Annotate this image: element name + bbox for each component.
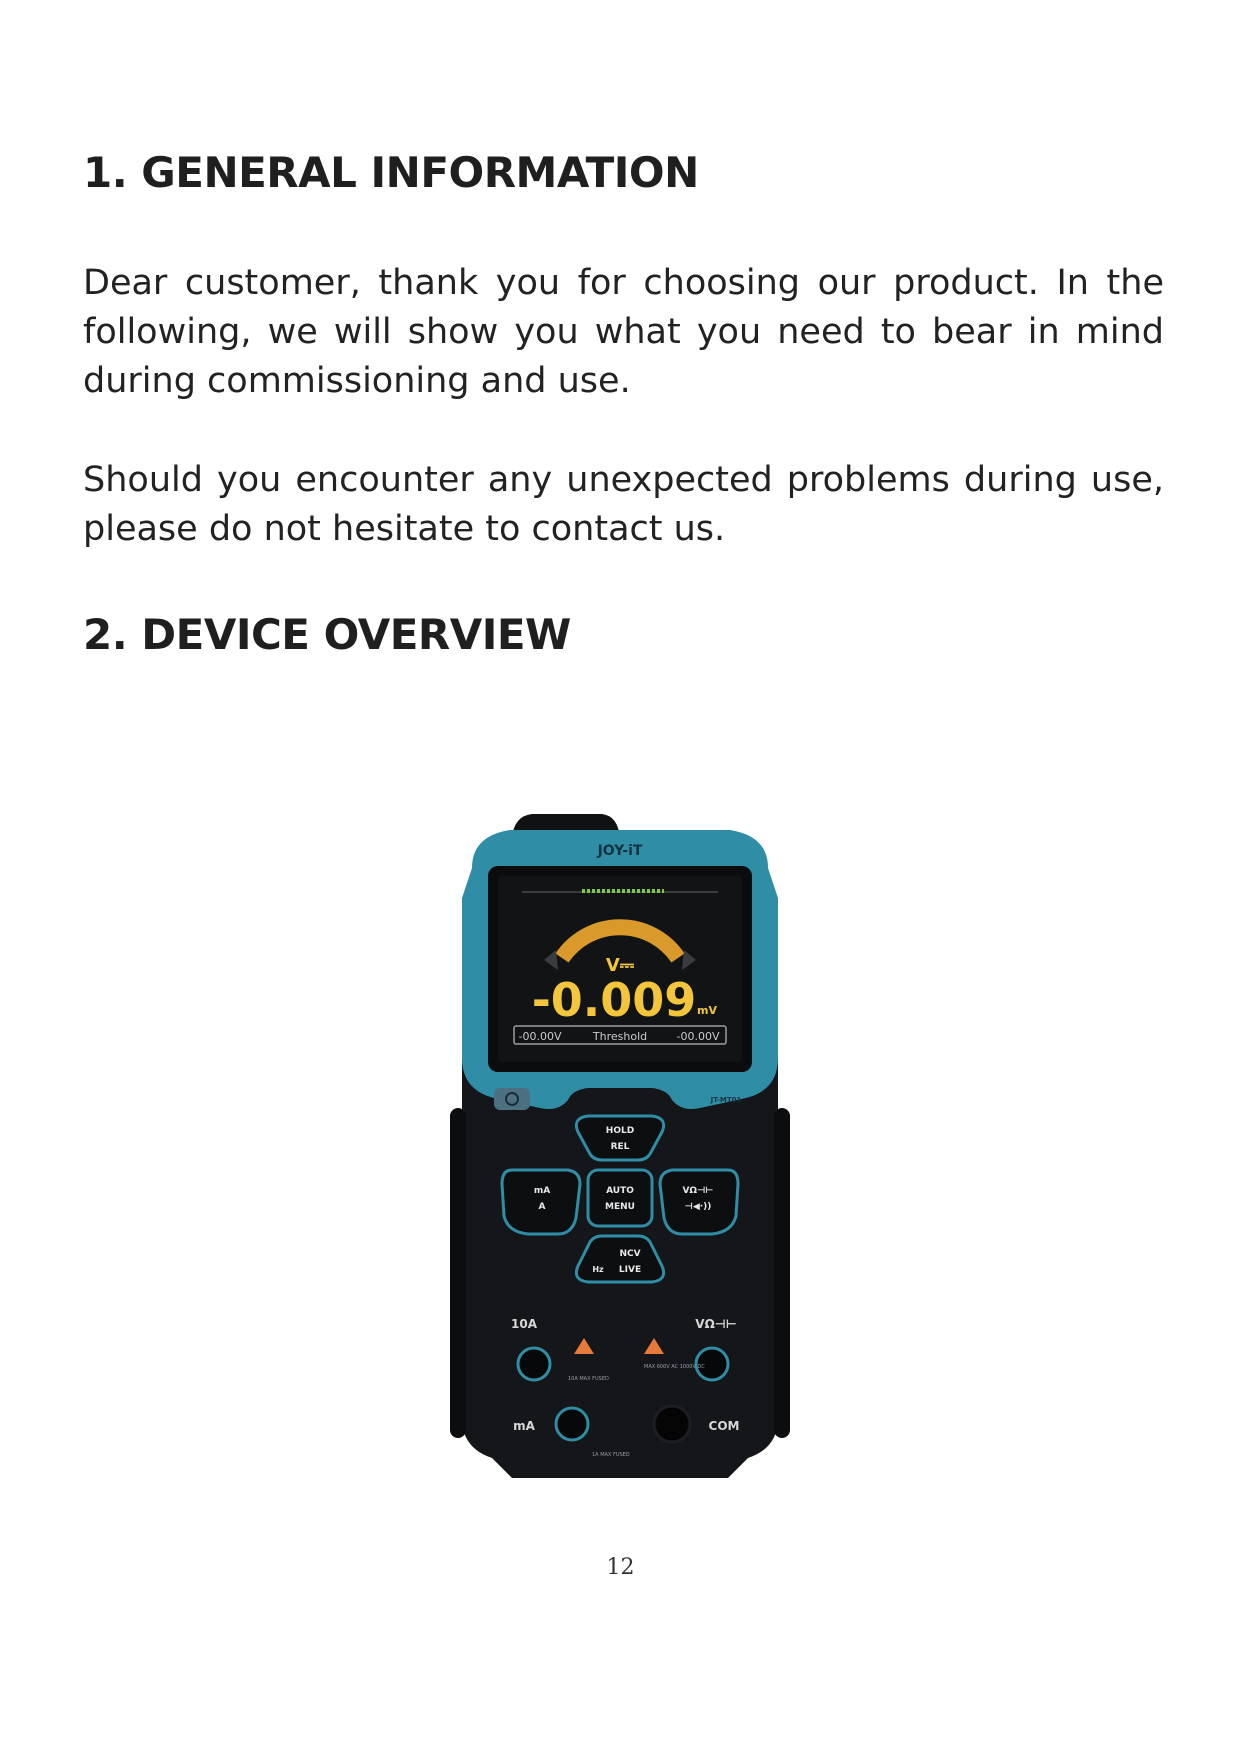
rel-label: REL [610, 1142, 630, 1152]
brand-logo: JOY-iT [597, 843, 643, 859]
jack-ma [556, 1408, 588, 1440]
hold-label: HOLD [605, 1126, 635, 1136]
ncv-live-button [576, 1236, 663, 1282]
ma-a-button [502, 1170, 580, 1234]
jack-com-label: COM [708, 1419, 740, 1433]
multimeter-illustration [432, 808, 808, 1508]
main-reading: -0.009 [531, 973, 697, 1027]
contact-paragraph: Should you encounter any unexpected problems during use, please do not hesitate to contact us. [83, 460, 1164, 549]
auto-label: AUTO [606, 1186, 634, 1196]
jack-10a-label: 10A [511, 1317, 537, 1331]
live-label: LIVE [618, 1265, 642, 1275]
model-label: JT-MT01 [710, 1096, 742, 1104]
a-label: A [538, 1202, 546, 1212]
fuse-bottom-label: 1A MAX FUSED [592, 1452, 630, 1458]
vohm-diode-button [660, 1170, 738, 1234]
page-number: 12 [606, 1555, 635, 1580]
hz-label: Hz [592, 1265, 604, 1274]
ncv-label: NCV [619, 1249, 641, 1259]
jack-10a [518, 1348, 550, 1380]
ma-label: mA [533, 1186, 551, 1196]
threshold-right-value: -00.00V [676, 1030, 720, 1043]
power-button [494, 1088, 530, 1110]
fuse-right-label: MAX 600V AC 1000V DC [644, 1364, 705, 1370]
diode-label: ⊣◀·)) [684, 1202, 712, 1212]
intro-paragraph: Dear customer, thank you for choosing our product. In the following, we will show you what you need to bear in mind during commissioning and use. [83, 263, 1164, 401]
section-heading-general-information: 1. GENERAL INFORMATION [83, 148, 699, 197]
jack-com [654, 1406, 690, 1442]
fuse-left-label: 10A MAX FUSED [568, 1376, 609, 1382]
hold-rel-button [576, 1116, 663, 1160]
menu-label: MENU [605, 1202, 635, 1212]
threshold-left-value: -00.00V [518, 1030, 562, 1043]
mode-indicator: V⎓ [605, 955, 635, 976]
left-grip [450, 1108, 466, 1438]
right-grip [774, 1108, 790, 1438]
auto-menu-button [588, 1170, 652, 1226]
reading-unit: mV [697, 1004, 717, 1017]
multimeter-image [432, 808, 808, 1508]
jack-ma-label: mA [513, 1419, 535, 1433]
threshold-label: Threshold [592, 1030, 648, 1043]
jack-vohm-label: VΩ⊣⊢ [695, 1317, 737, 1331]
section-heading-device-overview: 2. DEVICE OVERVIEW [83, 610, 571, 659]
vohm-label: VΩ⊣⊢ [682, 1186, 714, 1196]
